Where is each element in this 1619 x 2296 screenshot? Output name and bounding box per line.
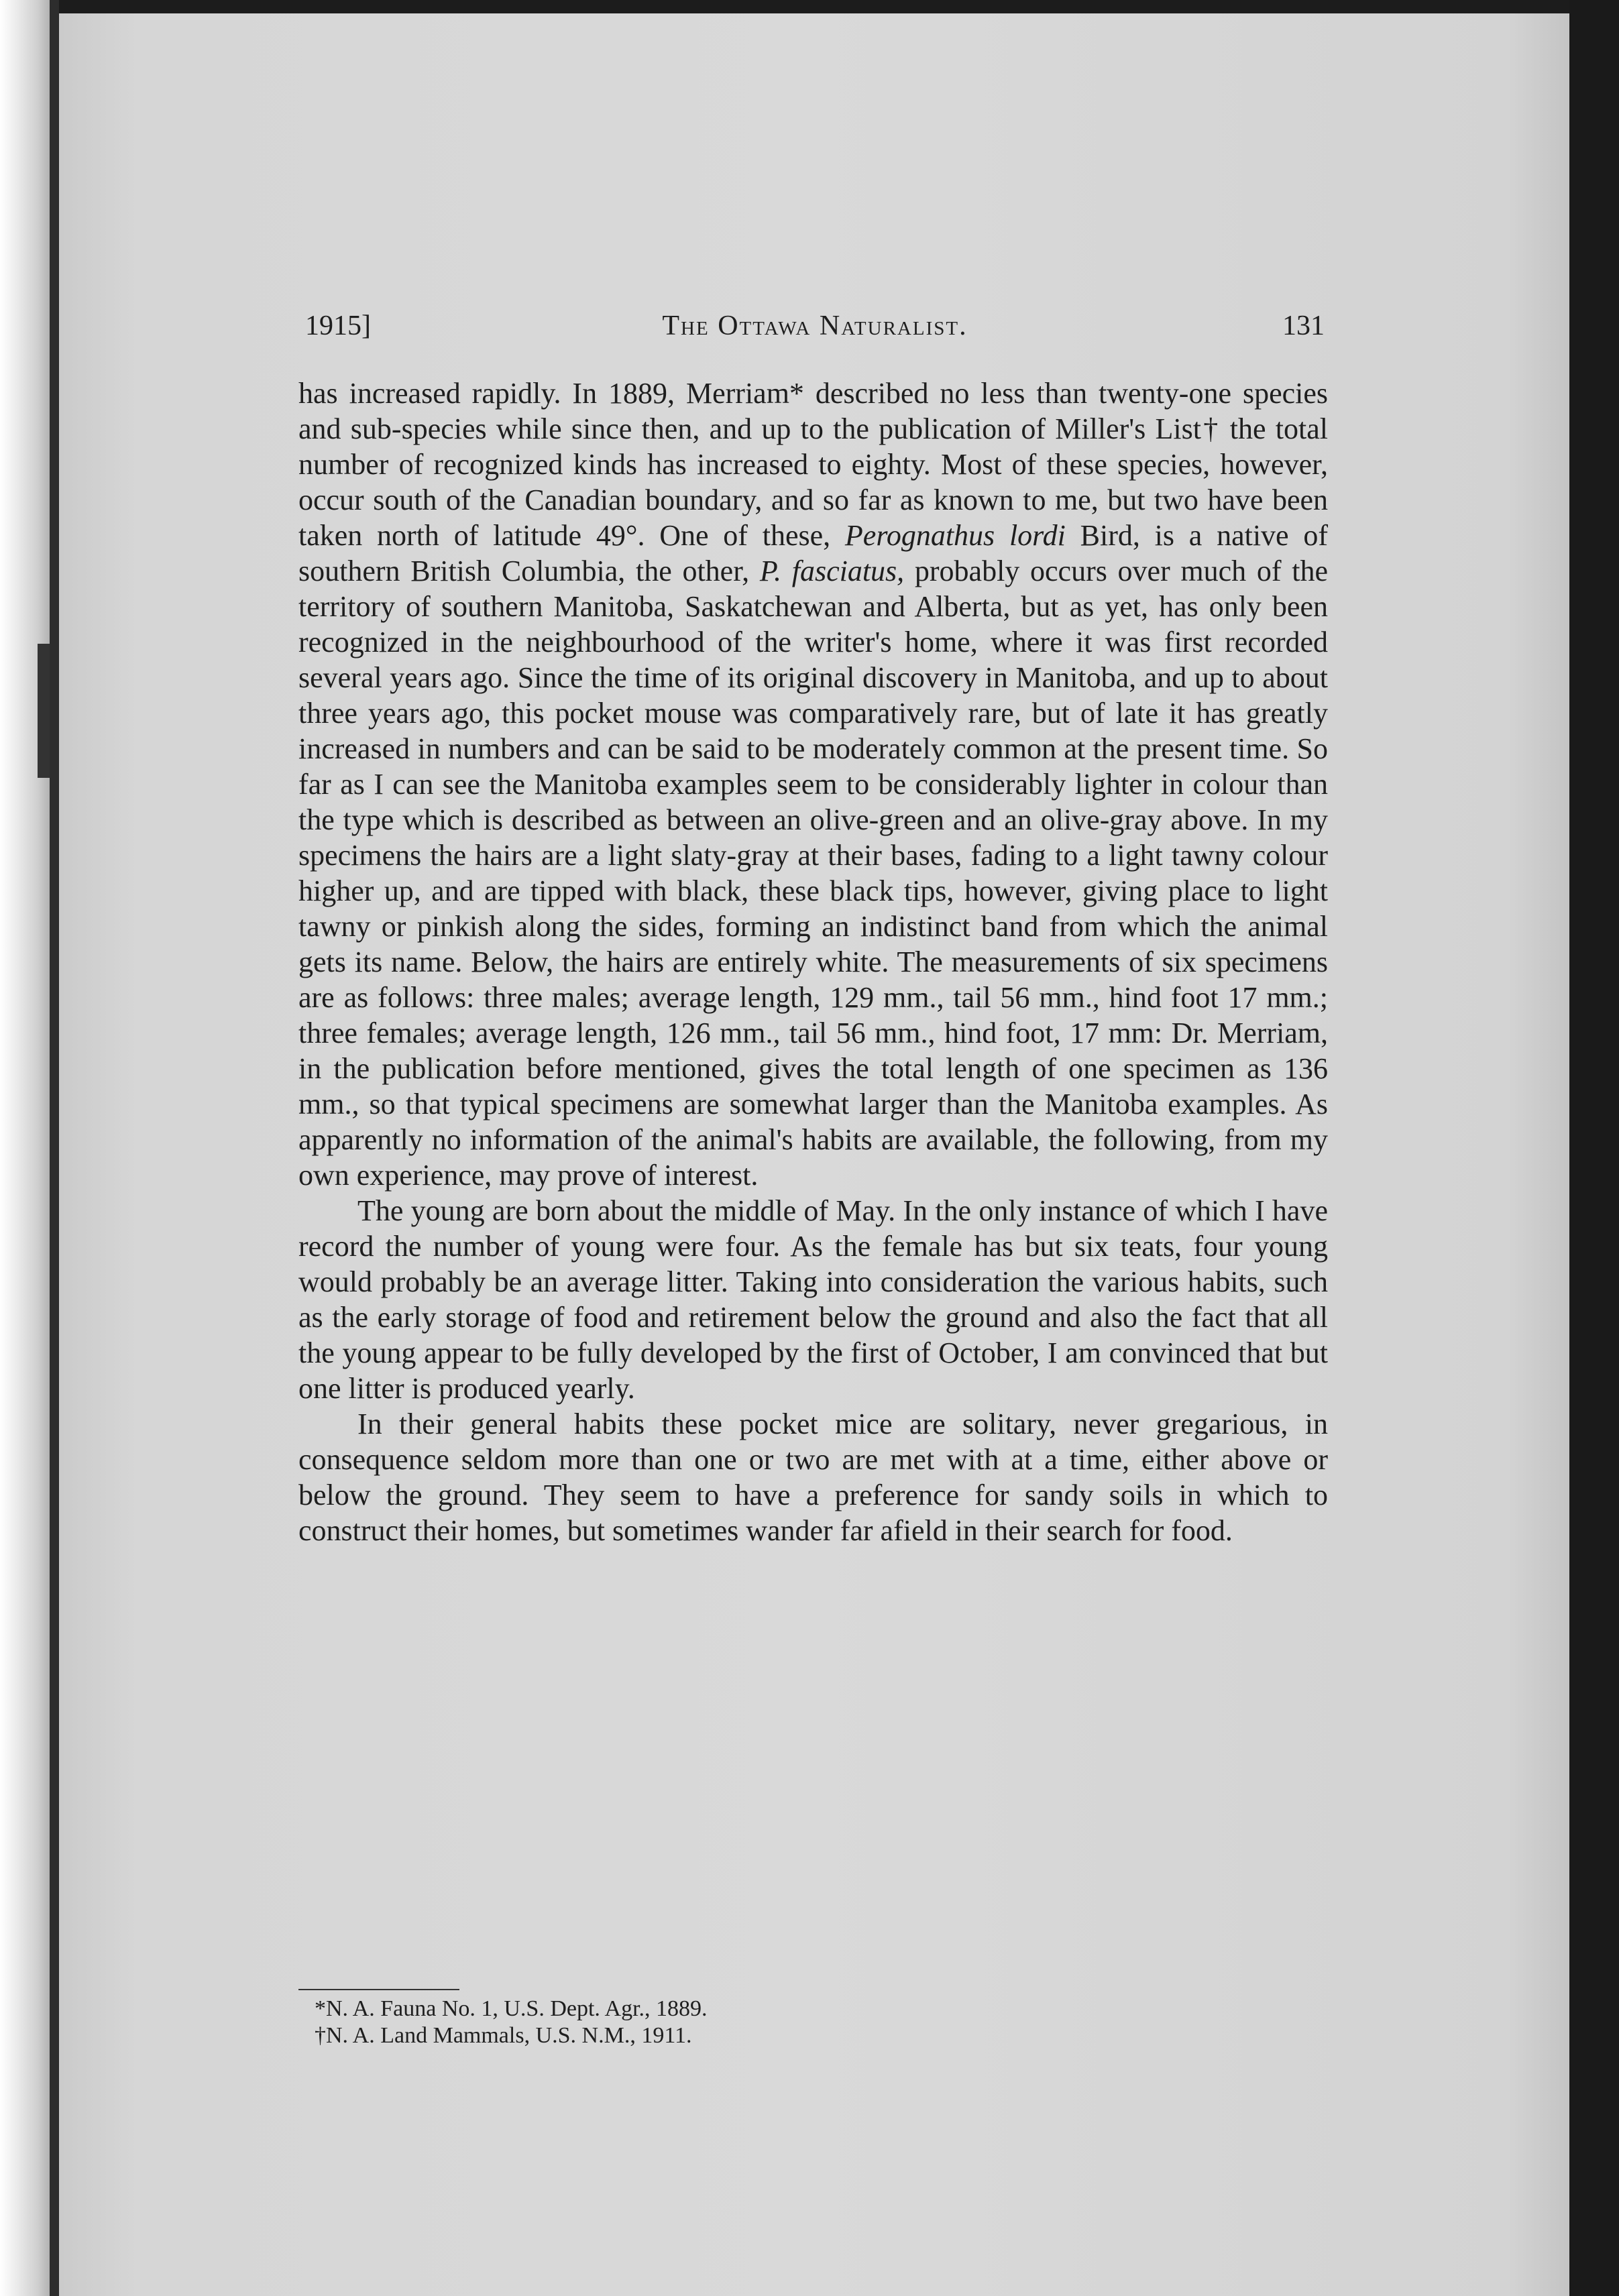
binding-edge bbox=[0, 0, 54, 2296]
header-year: 1915] bbox=[305, 310, 371, 341]
binding-mark bbox=[38, 644, 50, 778]
paragraph bbox=[298, 1193, 1328, 1406]
binding-shadow-line bbox=[50, 0, 59, 2296]
running-header bbox=[305, 310, 1325, 350]
text-run: Bird, is a native of southern British Columbia, the other, bbox=[298, 519, 1329, 587]
text-run: has increased rapidly. In 1889, Merriam* described no less than twenty-one species and sub-species while since then, and up to the publication of Miller's List† the total number of recognized kinds has increased to eighty. Most of these species, however, occur south of the Canadian boundary, and so far as known to me, but two have been taken north of latitude 49°. One of these, bbox=[298, 377, 1328, 552]
paragraph bbox=[298, 1406, 1328, 1548]
species-name: Perognathus lordi bbox=[844, 519, 1066, 552]
paragraph bbox=[298, 376, 1328, 1193]
text-run: The young are born about the middle of May. In the only instance of which I have record the number of young were four. As the female has but six teats, four young would probably be an average litter. Taking into consideration the various habits, such as the early storage of food and retirement below the ground and also the fact that all the young appear to be fully developed by the first of October, I am convinced that but one litter is produced yearly. bbox=[298, 1194, 1328, 1405]
text-run: probably occurs over much of the territory of southern Manitoba, Saskatchewan and Alberta, but as yet, has only been recognized in the neighbourhood of the writer's home, where it was first recorded several years ago. Since the time of its original discovery in Manitoba, and up to about three years ago, this pocket mouse was comparatively rare, but of late it has greatly increased in numbers and can be said to be moderately common at the present time. So far as I can see the Manitoba examples seem to be considerably lighter in colour than the type which is described as between an olive-green and an olive-gray above. In my specimens the hairs are a light slaty-gray at their bases, fading to a light tawny colour higher up, and are tipped with black, these black tips, however, giving place to light tawny or pinkish along the sides, forming an indistinct band from which the animal gets its name. Below, the hairs are entirely white. The measurements of six specimens are as follows: three males; average length, 129 mm., tail 56 mm., hind foot 17 mm.; three females; average length, 126 mm., tail 56 mm., hind foot, 17 mm: Dr. Merriam, in the publication before mentioned, gives the total length of one specimen as 136 mm., so that typical specimens are somewhat larger than the Manitoba examples. As apparently no information of the animal's habits are available, the following, from my own experience, may prove of interest. bbox=[298, 555, 1329, 1192]
species-name: P. fasciatus, bbox=[759, 555, 905, 587]
body-text bbox=[298, 376, 1328, 1548]
footnote-rule bbox=[298, 1989, 459, 1990]
header-journal-title: The Ottawa Naturalist. bbox=[662, 310, 968, 341]
footnote: *N. A. Fauna No. 1, U.S. Dept. Agr., 1889. bbox=[315, 1996, 708, 2021]
footnote: †N. A. Land Mammals, U.S. N.M., 1911. bbox=[315, 2023, 692, 2048]
footnotes bbox=[298, 1989, 1328, 2049]
page-number: 131 bbox=[1282, 310, 1325, 341]
text-run: In their general habits these pocket mice are solitary, never gregarious, in consequence seldom more than one or two are met with at a time, either above or below the ground. They seem to have a preference for sandy soils in which to construct their homes, but sometimes wander far afield in their search for food. bbox=[298, 1408, 1328, 1547]
page-right-edge bbox=[1569, 0, 1619, 2296]
